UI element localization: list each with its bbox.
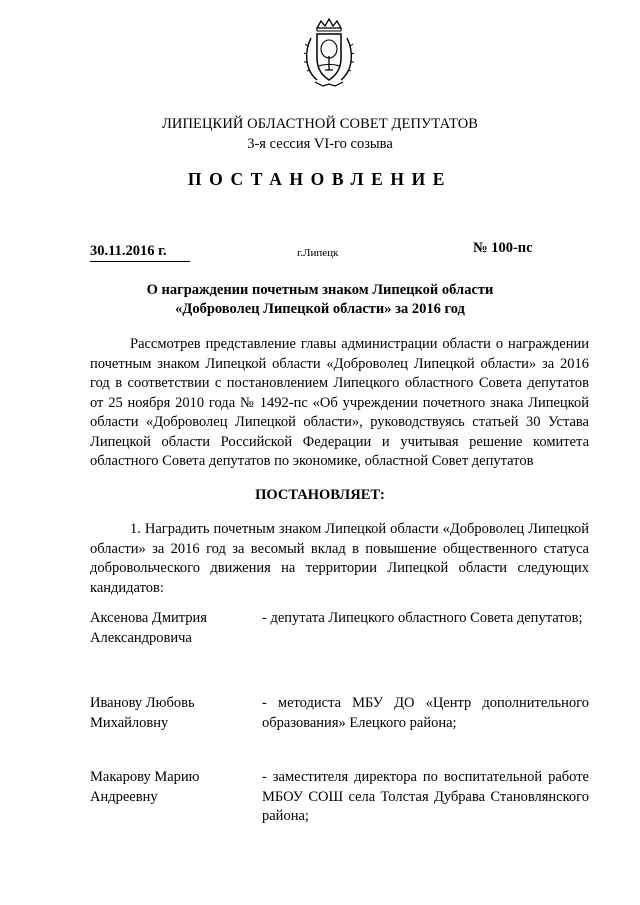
coat-of-arms-icon	[303, 18, 355, 90]
awardee-name: Иванову Любовь Михайловну	[90, 695, 195, 731]
title-line-1: О награждении почетным знаком Липецкой области	[146, 282, 494, 298]
session-label: 3-я сессия VI-го созыва	[247, 136, 393, 152]
preamble-paragraph: Рассмотрев представление главы администрации области о награждении почетным знаком Липецкой области «Доброволец Липецкой области» за 2016 год в соответствии с постановлением Липецкого областного Совета депутатов от 25 ноября 2010 года № 1492-пс «Об учреждении почетного знака Липецкой области «Доброволец Липецкой области», руководствуясь статьей 30 Устава Липецкой области Российской Федерации и учитывая решение комитета областного Совета депутатов по экономике, областной Совет депутатов	[90, 336, 589, 469]
awardee-role: - методиста МБУ ДО «Центр дополнительного образования» Елецкого района;	[262, 695, 589, 731]
document-type: ПОСТАНОВЛЕНИЕ	[187, 169, 453, 189]
awardee-role: - заместителя директора по воспитательной работе МБОУ СОШ села Толстая Дубрава Становлянского района;	[262, 769, 589, 824]
document-city: г.Липецк	[297, 247, 339, 259]
document-number: № 100-пс	[473, 240, 533, 256]
document-date: 30.11.2016 г.	[90, 243, 190, 262]
document-title	[0, 281, 640, 319]
decides-heading: ПОСТАНОВЛЯЕТ:	[255, 487, 385, 503]
awardee-role: - депутата Липецкого областного Совета депутатов;	[262, 610, 583, 626]
item-1-paragraph: 1. Наградить почетным знаком Липецкой области «Доброволец Липецкой области» за 2016 год за весомый вклад в повышение общественного статуса добровольческого движения на территории Липецкой области следующих кандидатов:	[90, 521, 589, 596]
council-name: ЛИПЕЦКИЙ ОБЛАСТНОЙ СОВЕТ ДЕПУТАТОВ	[161, 116, 479, 132]
title-line-2: «Доброволец Липецкой области» за 2016 год	[175, 301, 465, 317]
awardee-name: Аксенова Дмитрия Александровича	[90, 610, 207, 646]
awardee-name: Макарову Марию Андреевну	[90, 769, 200, 805]
